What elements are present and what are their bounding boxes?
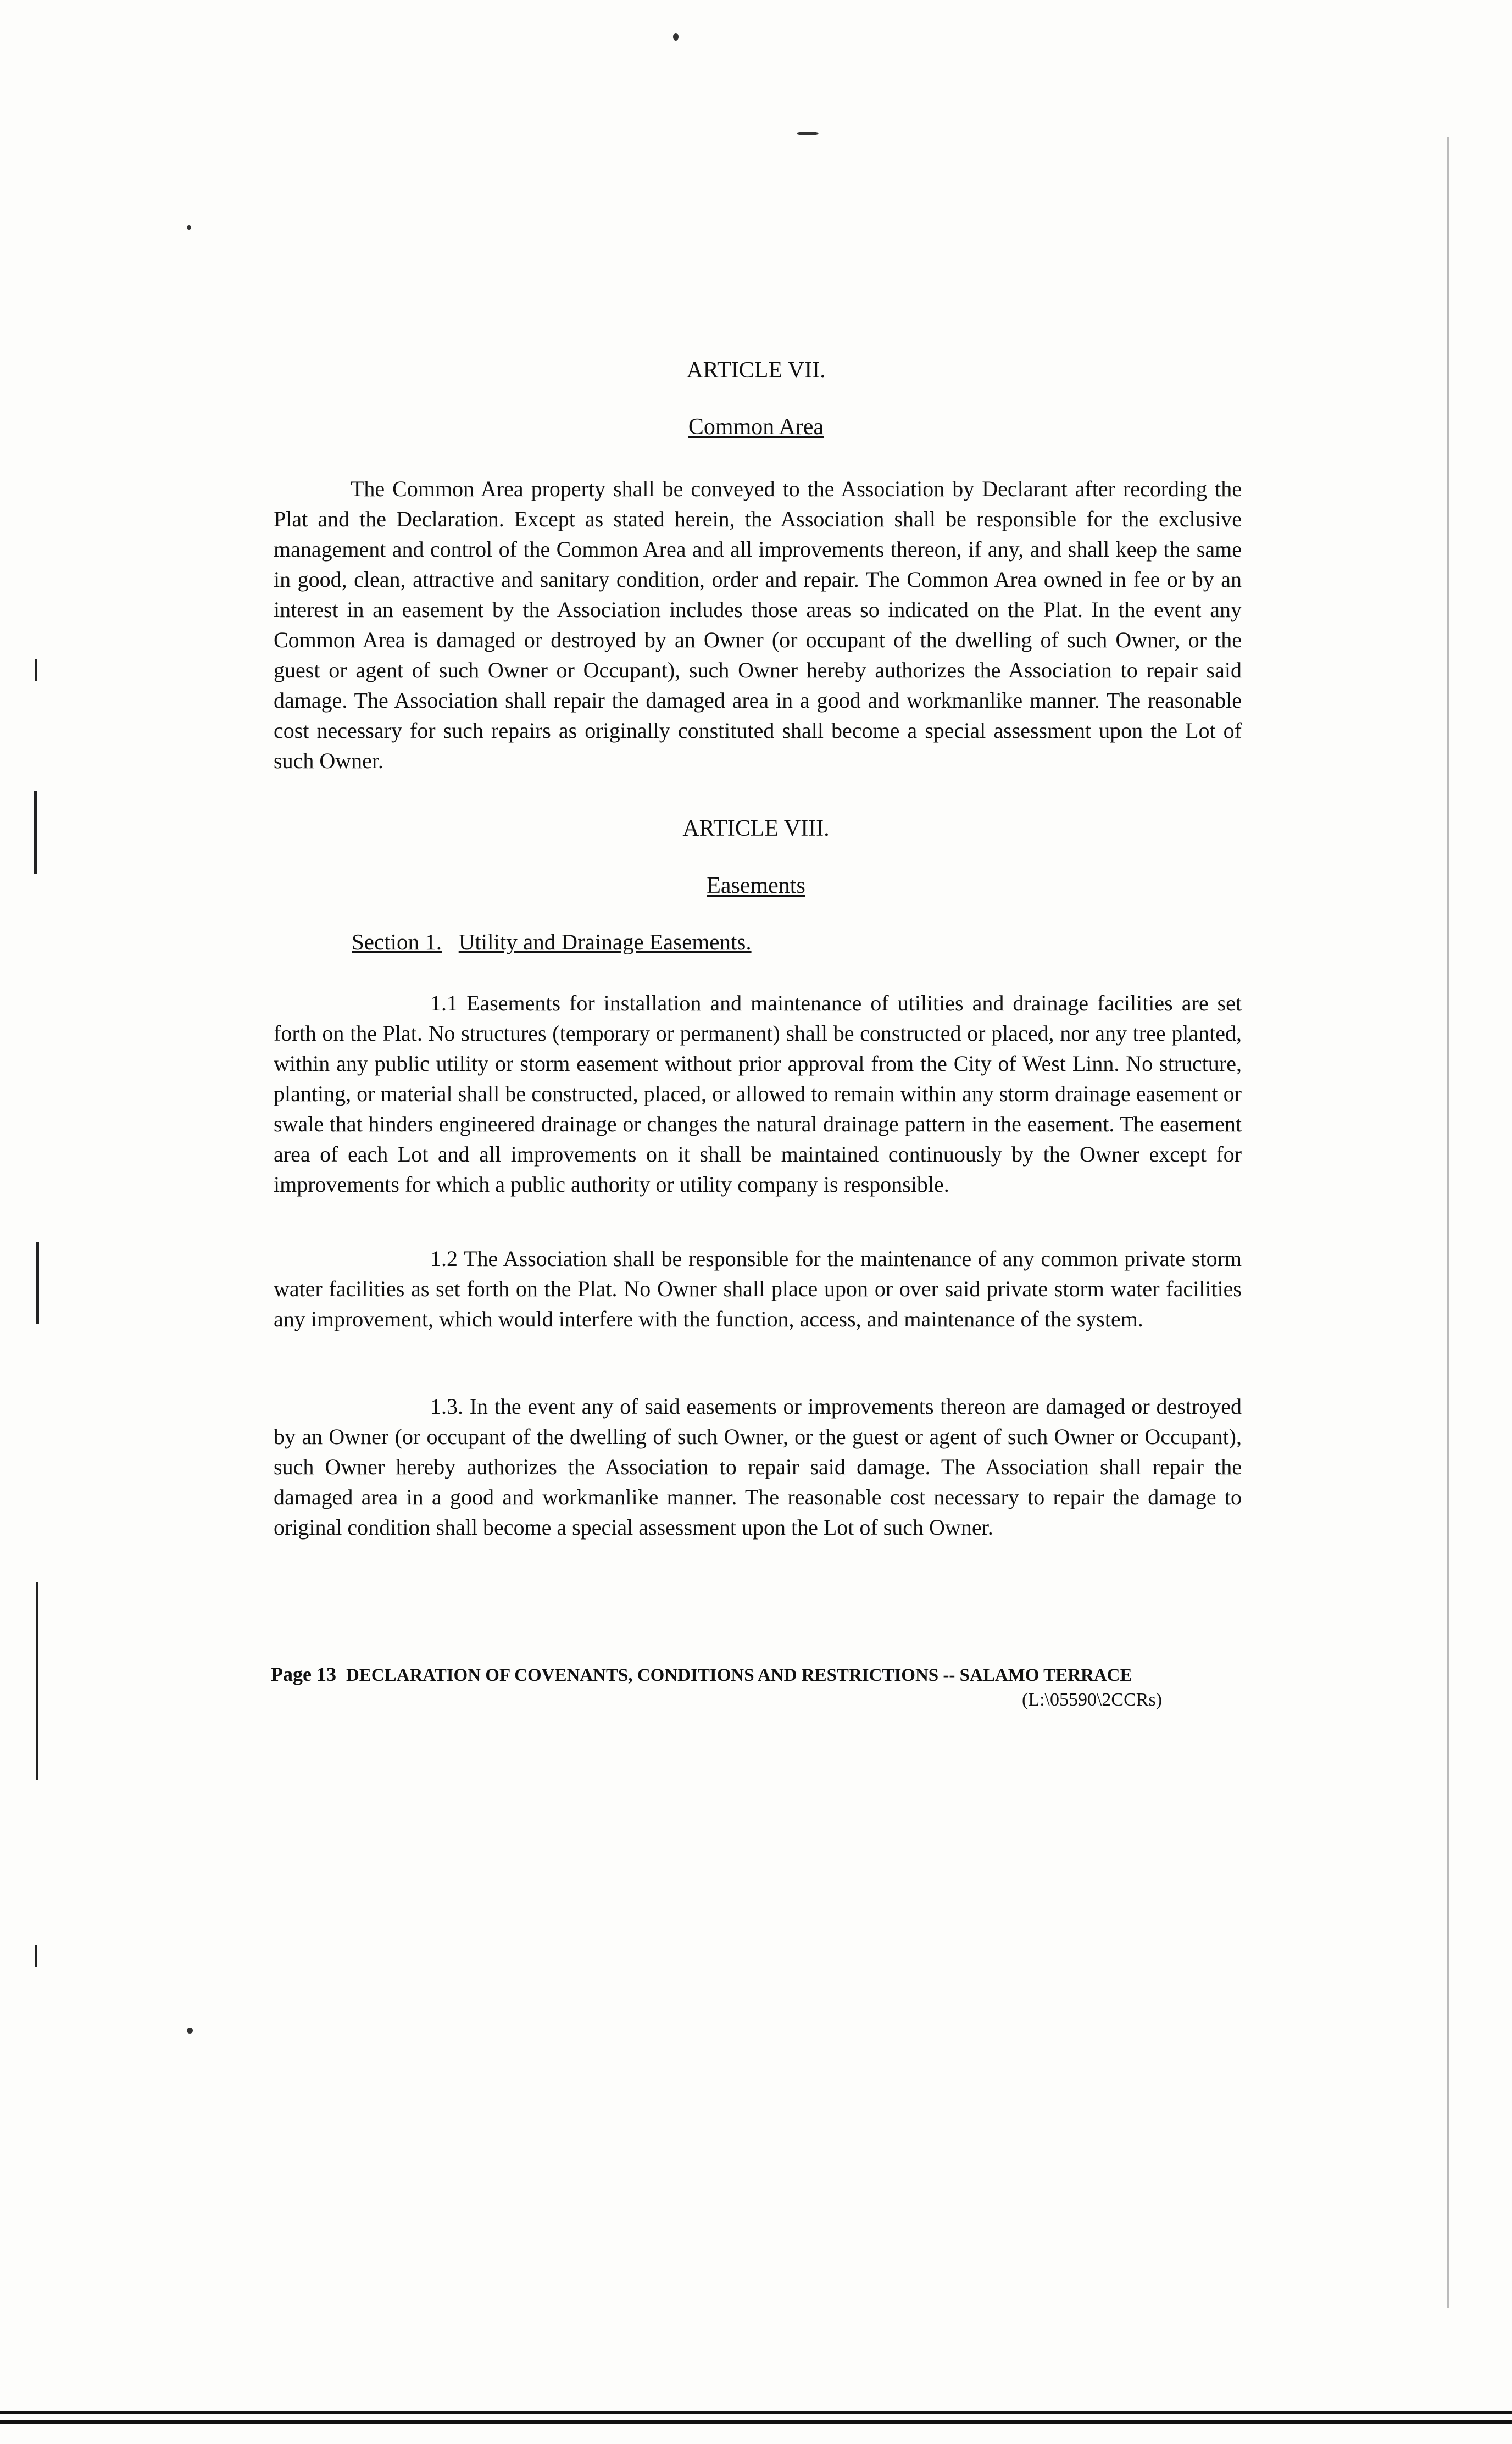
paragraph-1-3: 1.3. In the event any of said easements or improvements thereon are damaged or destroyed by an Owner (or occupant of the dwelling of such Owner, or the guest or agent of such Owner or Occupant), such Owner hereby authorizes the Association to repair said damage. The Association shall repair the damaged area in a good and workmanlike manner. The reasonable cost necessary to repair the damage to original condition shall become a special assessment upon the Lot of such Owner. [274, 1394, 1242, 1540]
page-footer [271, 1663, 1132, 1686]
scan-speck [797, 132, 819, 135]
article-8-subheading: Easements [707, 873, 805, 898]
scan-speck [673, 33, 679, 41]
section-1-heading [352, 929, 752, 955]
file-code: (L:\05590\2CCRs) [1022, 1690, 1163, 1710]
footer-title: DECLARATION OF COVENANTS, CONDITIONS AND RESTRICTIONS -- SALAMO TERRACE [346, 1665, 1132, 1685]
scan-speck [187, 225, 191, 230]
section-1-title: Utility and Drainage Easements. [458, 929, 752, 954]
scan-bottom-rule [0, 2420, 1512, 2424]
scan-speck [187, 2028, 193, 2034]
article-7-subheading: Common Area [688, 414, 824, 440]
scan-mark [36, 1242, 39, 1324]
page-number: Page 13 [271, 1663, 336, 1685]
scan-right-edge [1447, 137, 1449, 2308]
scan-bottom-rule [0, 2411, 1512, 2414]
article-8-heading: ARTICLE VIII. [682, 816, 830, 841]
scan-mark [36, 1582, 38, 1780]
scan-mark [34, 791, 37, 874]
scan-mark [35, 659, 37, 681]
section-1-number: Section 1. [352, 929, 442, 954]
article-7-body: The Common Area property shall be conveyed to the Association by Declarant after recording the Plat and the Declaration. Except as stated herein, the Association shall be responsible for the exclusive management and control of the Common Area and all improvements thereon, if any, and shall keep the same in good, clean, attractive and sanitary condition, order and repair. The Common Area owned in fee or by an interest in an easement by the Association includes those areas so indicated on the Plat. In the event any Common Area is damaged or destroyed by an Owner (or occupant of the dwelling of such Owner, or the guest or agent of such Owner or Occupant), such Owner hereby authorizes the Association to repair said damage. The Association shall repair the damaged area in a good and workmanlike manner. The reasonable cost necessary for such repairs as originally constituted shall become a special assessment upon the Lot of such Owner. [274, 476, 1242, 773]
article-7-heading: ARTICLE VII. [686, 358, 826, 383]
paragraph-1-1: 1.1 Easements for installation and maintenance of utilities and drainage facilities are set forth on the Plat. No structures (temporary or permanent) shall be constructed or placed, nor any tree planted, within any public utility or storm easement without prior approval from the City of West Linn. No structure, planting, or material shall be constructed, placed, or allowed to remain within any storm drainage easement or swale that hinders engineered drainage or changes the natural drainage pattern in the easement. The easement area of each Lot and all improvements on it shall be maintained continuously by the Owner except for improvements for which a public authority or utility company is responsible. [274, 991, 1242, 1197]
scan-mark [35, 1945, 37, 1967]
paragraph-1-2: 1.2 The Association shall be responsible for the maintenance of any common private storm water facilities as set forth on the Plat. No Owner shall place upon or over said private storm water facilities any improvement, which would interfere with the function, access, and maintenance of the system. [274, 1246, 1242, 1331]
